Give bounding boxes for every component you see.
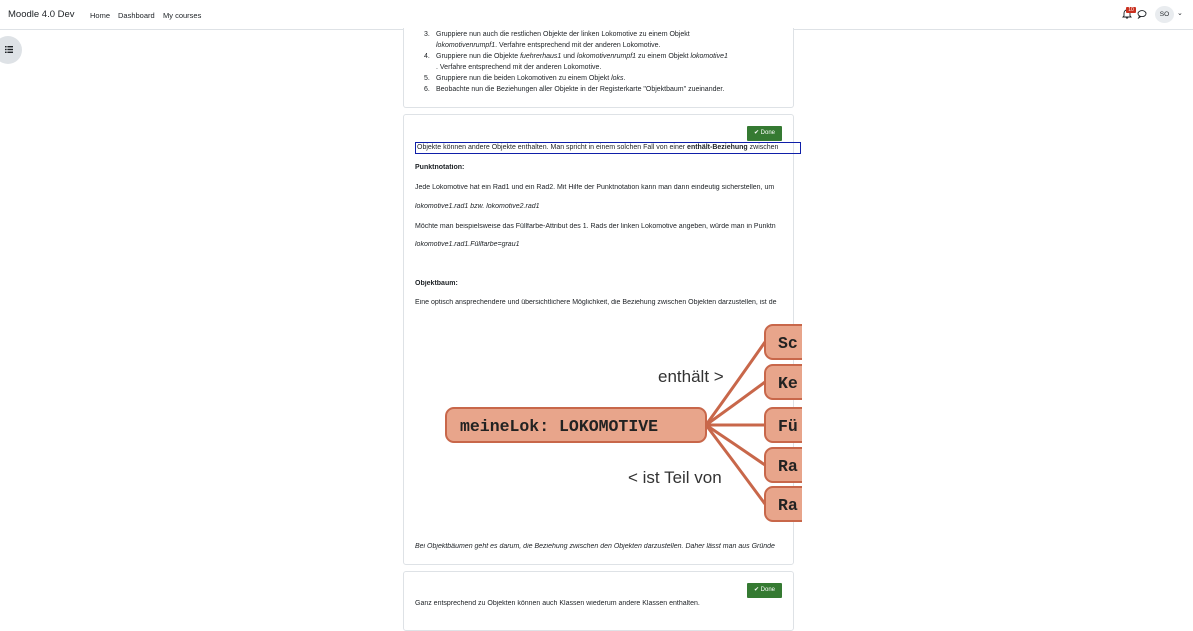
tree-connector-line <box>706 382 765 425</box>
site-brand[interactable]: Moodle 4.0 Dev <box>8 9 75 20</box>
check-icon: ✔ <box>753 587 759 593</box>
done-button[interactable]: ✔ Done <box>747 583 782 598</box>
nav-my-courses-link[interactable]: My courses <box>163 11 202 20</box>
punktnotation-heading: Punktnotation: <box>415 164 465 171</box>
child-node-label: Ra <box>778 457 798 476</box>
objektbaum-footer-text: Bei Objektbäumen geht es darum, die Beziehung zwischen den Objekten darzustellen. Daher lässt man aus Gründe <box>415 543 775 550</box>
list-icon <box>5 46 13 53</box>
child-node-label: Ke <box>778 374 798 393</box>
tree-connector-line <box>706 425 765 465</box>
child-node-label: Sc <box>778 334 798 353</box>
child-nodes <box>765 325 802 521</box>
child-node-label: Fü <box>778 417 798 436</box>
object-tree-svg <box>415 322 802 530</box>
list-item: 5. Gruppiere nun die beiden Lokomotiven zu einem Objekt loks. <box>424 75 626 82</box>
steps-list <box>424 29 784 95</box>
contains-label: enthält > <box>658 367 724 386</box>
objektbaum-heading: Objektbaum: <box>415 280 458 287</box>
done-button[interactable]: ✔ Done <box>747 126 782 141</box>
course-index-drawer-toggle[interactable] <box>0 36 22 64</box>
root-node-label: meineLok: LOKOMOTIVE <box>460 417 659 436</box>
part-of-label: < ist Teil von <box>628 468 722 487</box>
activity-card-steps <box>403 28 794 108</box>
user-avatar[interactable]: SO <box>1155 6 1174 23</box>
fuellfarbe-text: Möchte man beispielsweise das Füllfarbe-Attribut des 1. Rads der linken Lokomotive angeben, würde man in Punktn <box>415 223 776 230</box>
punktnotation-example: lokomotive1.rad1 bzw. lokomotive2.rad1 <box>415 203 540 210</box>
intro-text-line: Objekte können andere Objekte enthalten. Man spricht in einem solchen Fall von einer enthält-Beziehung zwischen <box>415 142 801 154</box>
navbar <box>0 0 1193 30</box>
nav-dashboard-link[interactable]: Dashboard <box>118 11 155 20</box>
check-icon: ✔ <box>753 130 759 136</box>
punktnotation-text: Jede Lokomotive hat ein Rad1 und ein Rad2. Mit Hilfe der Punktnotation kann man dann eindeutig sicherstellen, um <box>415 184 775 191</box>
messages-icon[interactable] <box>1137 9 1147 19</box>
child-node-label: Ra <box>778 496 798 515</box>
user-menu-chevron-down-icon[interactable]: ⌄ <box>1177 10 1183 17</box>
list-item: 3. Gruppiere nun auch die restlichen Objekte der linken Lokomotive zu einem Objekt lokomotivenrumpf1. Verfahre entsprechend mit der anderen Lokomotive. <box>424 31 690 49</box>
fuellfarbe-example: lokomotive1.rad1.Füllfarbe=grau1 <box>415 241 520 248</box>
tree-connector-line <box>706 425 765 504</box>
objektbaum-text: Eine optisch ansprechendere und übersichtlichere Möglichkeit, die Beziehung zwischen Objekten darzustellen, ist de <box>415 299 777 306</box>
notification-count-badge: 10 <box>1126 7 1136 13</box>
classes-text: Ganz entsprechend zu Objekten können auch Klassen wiederum andere Klassen enthalten. <box>415 600 700 607</box>
object-tree-diagram <box>415 322 802 530</box>
list-item: 4. Gruppiere nun die Objekte fuehrerhaus1 und lokomotivenrumpf1 zu einem Objekt lokomotive1 . Verfahre entsprechend mit der anderen Lokomotive. <box>424 53 728 71</box>
list-item: 6. Beobachte nun die Beziehungen aller Objekte in der Registerkarte "Objektbaum" zueinander. <box>424 86 725 93</box>
nav-home-link[interactable]: Home <box>90 11 111 20</box>
